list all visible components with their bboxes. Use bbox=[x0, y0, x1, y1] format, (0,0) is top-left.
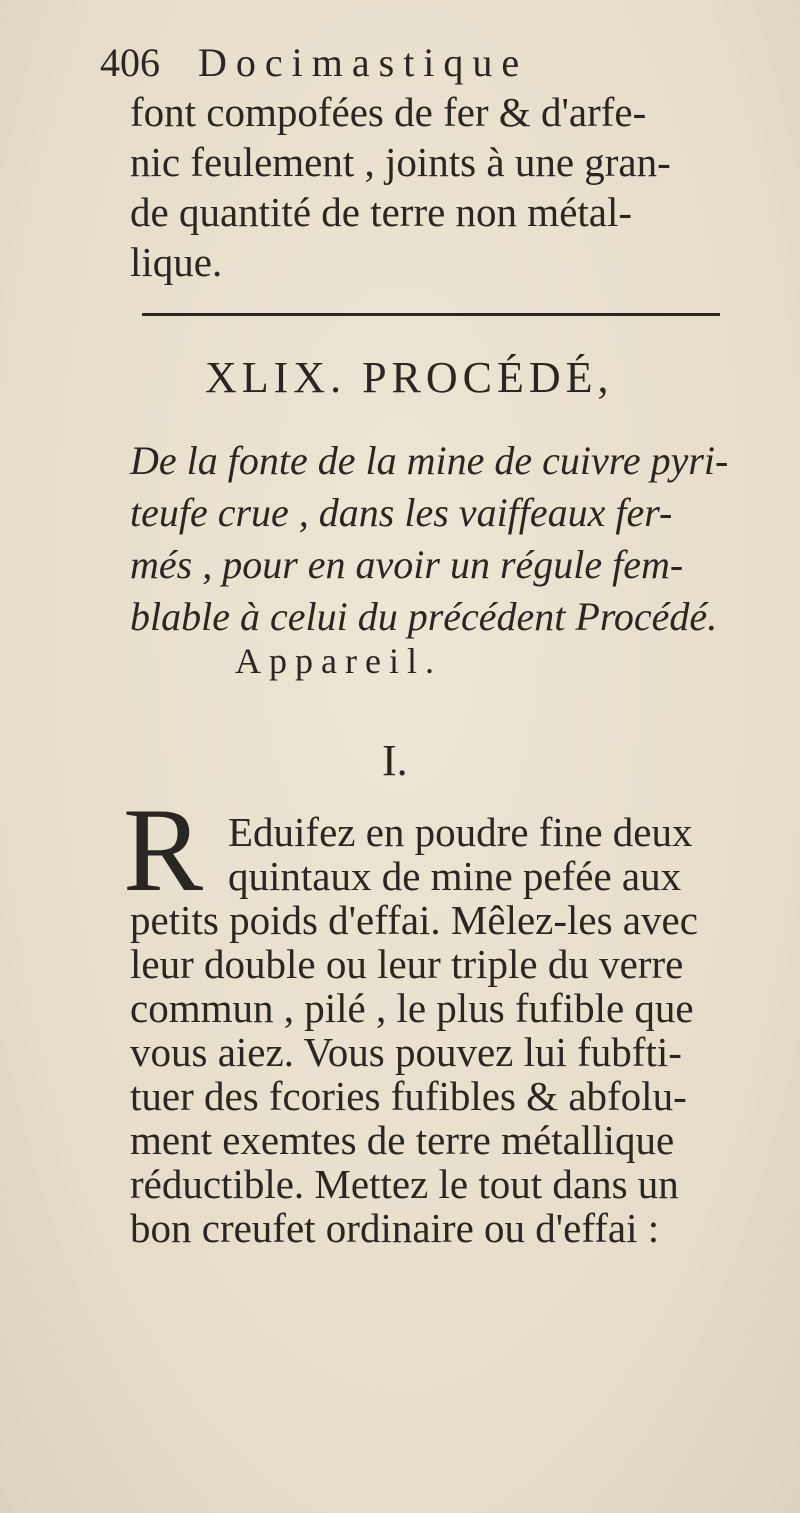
text-line: petits poids d'effai. Mêlez-les avec bbox=[130, 897, 698, 943]
text-line: de quantité de terre non métal- bbox=[130, 189, 633, 235]
section-subtitle bbox=[130, 435, 740, 643]
subtitle-line: teufe crue , dans les vaiffeaux fer- bbox=[130, 490, 673, 535]
text-line: bon creufet ordinaire ou d'effai : bbox=[130, 1205, 660, 1251]
text-line: vous aiez. Vous pouvez lui fubfti- bbox=[130, 1029, 682, 1075]
text-line: tuer des fcories fufibles & abfolu- bbox=[130, 1073, 687, 1119]
text-line: leur double ou leur triple du verre bbox=[130, 941, 684, 987]
appareil-heading: Appareil. bbox=[235, 641, 442, 681]
text-line: Eduifez en poudre fine deux bbox=[228, 809, 693, 855]
running-title: Docimastique bbox=[198, 40, 529, 85]
subtitle-line: De la fonte de la mine de cuivre pyri- bbox=[130, 438, 729, 483]
text-line: commun , pilé , le plus fufible que bbox=[130, 985, 694, 1031]
page-header bbox=[100, 40, 528, 86]
page-number: 406 bbox=[100, 40, 160, 85]
step-numeral: I. bbox=[382, 736, 408, 785]
text-line: nic feulement , joints à une gran- bbox=[130, 139, 671, 185]
continued-paragraph bbox=[130, 87, 740, 287]
drop-cap: R bbox=[123, 783, 204, 916]
text-line: lique. bbox=[130, 239, 223, 285]
section-title: XLIX. PROCÉDÉ, bbox=[205, 353, 614, 402]
subtitle-line: més , pour en avoir un régule fem- bbox=[130, 542, 684, 587]
text-line: réductible. Mettez le tout dans un bbox=[130, 1161, 679, 1207]
text-line: ment exemtes de terre métallique bbox=[130, 1117, 675, 1163]
section-divider bbox=[142, 313, 720, 316]
text-line: quintaux de mine pefée aux bbox=[228, 853, 682, 899]
subtitle-line: blable à celui du précédent Procédé. bbox=[130, 594, 718, 639]
body-paragraph bbox=[130, 810, 740, 1250]
text-line: font compofées de fer & d'arfe- bbox=[130, 89, 647, 135]
